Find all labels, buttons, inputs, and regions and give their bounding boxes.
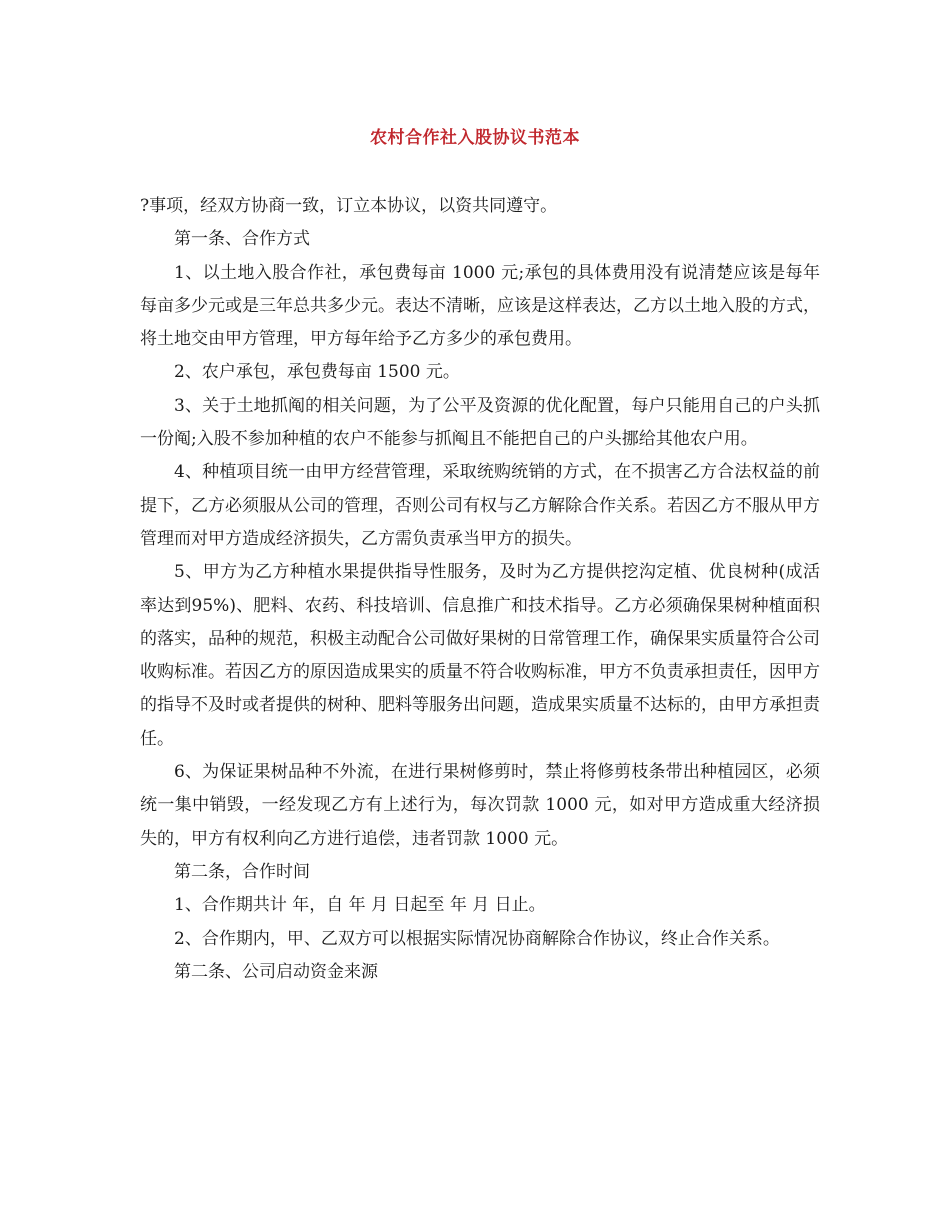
paragraph-intro: ?事项，经双方协商一致，订立本协议，以资共同遵守。	[140, 196, 558, 216]
paragraph-clause-2-2: 2、合作期内，甲、乙双方可以根据实际情况协商解除合作协议，终止合作关系。	[174, 928, 780, 949]
paragraph-clause-1-1: 1、以土地入股合作社，承包费每亩 1000 元;承包的具体费用没有说清楚应该是每年每亩多少元或是三年总共多少元。表达不清晰，应该是这样表达，乙方以土地入股的方式，将土地交由甲方管理，甲方每年给予乙方多少的承包费用。	[140, 262, 820, 350]
document-title: 农村合作社入股协议书范本	[370, 128, 580, 148]
document-body	[140, 190, 820, 989]
paragraph-clause-1-2: 2、农户承包，承包费每亩 1500 元。	[174, 362, 460, 383]
heading-article-2: 第二条，合作时间	[174, 861, 310, 882]
paragraph-clause-2-1: 1、合作期共计 年，自 年 月 日起至 年 月 日止。	[174, 895, 546, 916]
heading-article-3: 第二条、公司启动资金来源	[174, 961, 378, 982]
paragraph-clause-1-4: 4、种植项目统一由甲方经营管理，采取统购统销的方式，在不损害乙方合法权益的前提下，乙方必须服从公司的管理，否则公司有权与乙方解除合作关系。若因乙方不服从甲方管理而对甲方造成经济损失，乙方需负责承当甲方的损失。	[140, 462, 820, 549]
heading-article-1: 第一条、合作方式	[174, 229, 310, 250]
paragraph-clause-1-3: 3、关于土地抓阄的相关问题，为了公平及资源的优化配置，每户只能用自己的户头抓一份阄;入股不参加种植的农户不能参与抓阄且不能把自己的户头挪给其他农户用。	[140, 395, 820, 450]
paragraph-clause-1-5: 5、甲方为乙方种植水果提供指导性服务，及时为乙方提供挖沟定植、优良树种(成活率达到95%)、肥料、农药、科技培训、信息推广和技术指导。乙方必须确保果树种植面积的落实，品种的规范，积极主动配合公司做好果树的日常管理工作，确保果实质量符合公司收购标准。若因乙方的原因造成果实的质量不符合收购标准，甲方不负责承担责任，因甲方的指导不及时或者提供的树种、肥料等服务出问题，造成果实质量不达标的，由甲方承担责任。	[140, 562, 820, 749]
paragraph-clause-1-6: 6、为保证果树品种不外流，在进行果树修剪时，禁止将修剪枝条带出种植园区，必须统一集中销毁，一经发现乙方有上述行为，每次罚款 1000 元，如对甲方造成重大经济损失的，甲方有权利向乙方进行追偿，违者罚款 1000 元。	[140, 762, 820, 849]
